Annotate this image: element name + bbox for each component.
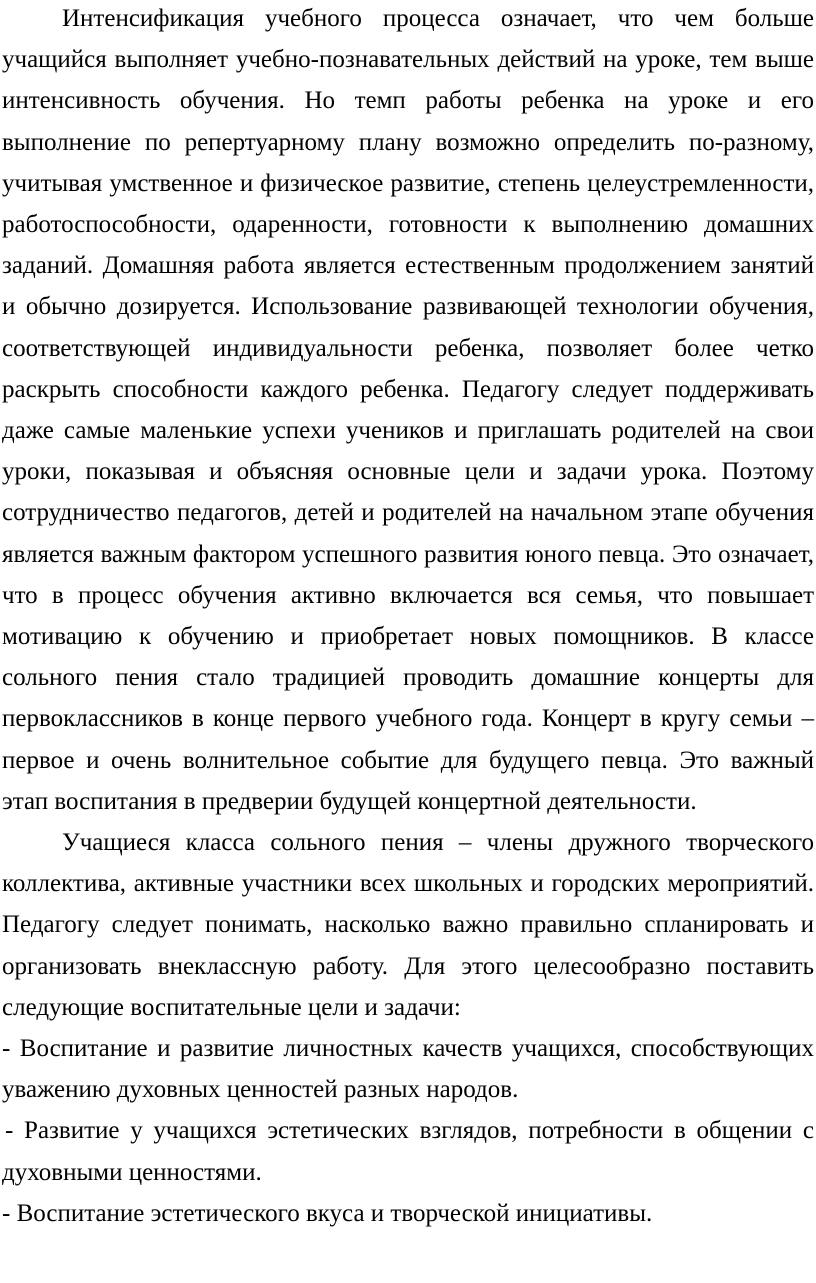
list-item-personal-qualities: - Воспитание и развитие личностных качеств учащихся, способствующих уважению духовных ценностей разных народов. xyxy=(2,1035,814,1104)
paragraph-intensification: Интенсификация учебного процесса означает, что чем больше учащийся выполняет учебно-познавательных действий на уроке, тем выше интенсивность обучения. Но темп работы ребенка на уроке и его выполнение по репертуарному плану возможно определить по-разному, учитывая умственное и физическое развитие, степень целеустремленности, работоспособности, одаренности, готовности к выполнению домашних заданий. Домашняя работа является естественным продолжением занятий и обычно дозируется. Использование развивающей технологии обучения, соответствующей индивидуальности ребенка, позволяет более четко раскрыть способности каждого ребенка. Педагогу следует поддерживать даже самые маленькие успехи учеников и приглашать родителей на свои уроки, показывая и объясняя основные цели и задачи урока. Поэтому сотрудничество педагогов, детей и родителей на начальном этапе обучения является важным фактором успешного развития юного певца. Это означает, что в процесс обучения активно включается вся семья, что повышает мотивацию к обучению и приобретает новых помощников. В классе сольного пения стало традицией проводить домашние концерты для первоклассников в конце первого учебного года. Концерт в кругу семьи – первое и очень волнительное событие для будущего певца. Это важный этап воспитания в предверии будущей концертной деятельности. xyxy=(2,5,814,815)
document-body xyxy=(2,0,814,1234)
list-item-aesthetic-views: - Развитие у учащихся эстетических взглядов, потребности в общении с духовными ценностями. xyxy=(2,1117,814,1186)
list-item-aesthetic-taste: - Воспитание эстетического вкуса и творческой инициативы. xyxy=(2,1199,653,1227)
paragraph-students-class: Учащиеся класса сольного пения – члены дружного творческого коллектива, активные участники всех школьных и городских мероприятий. Педагогу следует понимать, насколько важно правильно спланировать и организовать внеклассную работу. Для этого целесообразно поставить следующие воспитательные цели и задачи: xyxy=(2,829,814,1021)
